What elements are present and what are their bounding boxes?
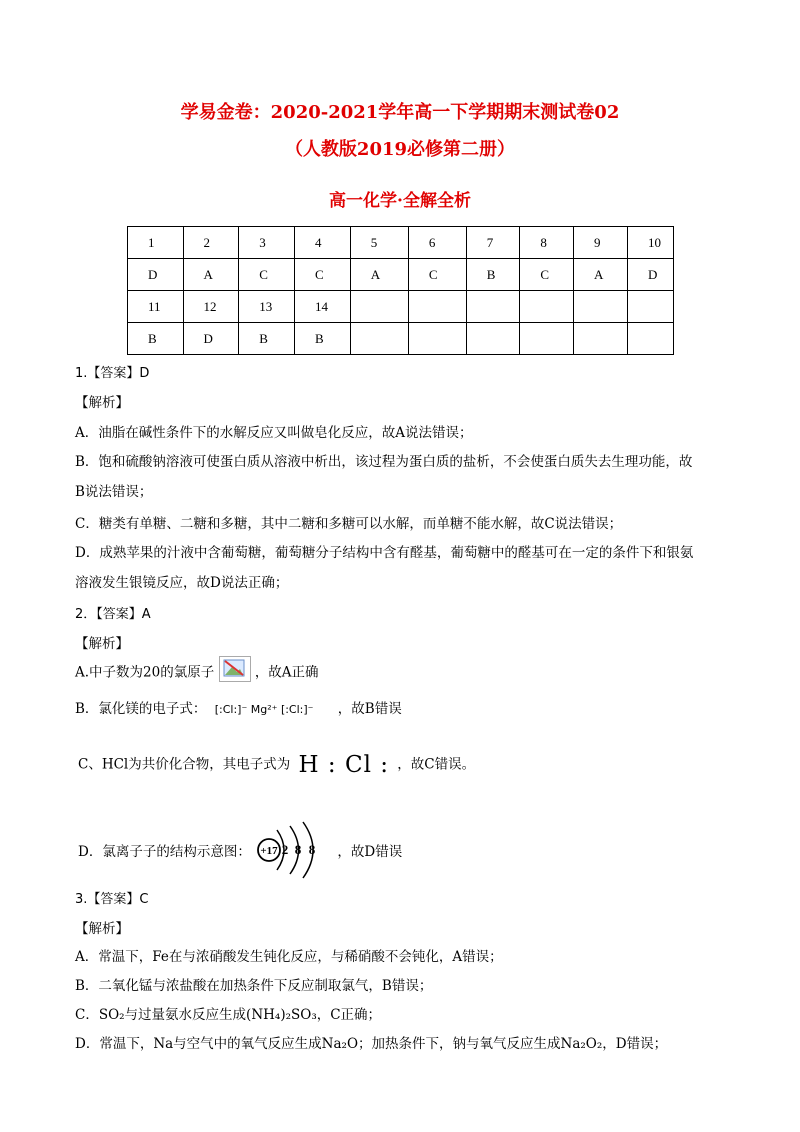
hcl-electron-formula: H : Cl :: [298, 752, 389, 778]
answer-table-cell: B: [128, 323, 184, 355]
q3-answer: 3.【答案】C: [75, 892, 149, 907]
shell-electron-count: 8: [308, 842, 316, 857]
q2-a-suffix: ，故A正确: [254, 664, 319, 681]
q3-line: D．常温下，Na与空气中的氧气反应生成Na₂O；加热条件下，钠与氧气反应生成Na₂O₂，D错误；: [75, 1036, 668, 1052]
answer-table-cell: [350, 291, 408, 323]
answer-table-cell: 14: [295, 291, 351, 323]
answer-table-cell: 7: [466, 227, 520, 259]
answer-table-row: [128, 323, 674, 355]
chloride-ion-structure-diagram: [255, 820, 333, 880]
answer-table-cell: 9: [574, 227, 628, 259]
answer-table-cell: [574, 291, 628, 323]
answer-table-cell: 8: [520, 227, 574, 259]
broken-image-icon: [219, 656, 251, 682]
q2-option-c: [78, 752, 475, 778]
answer-table-cell: B: [466, 259, 520, 291]
document-edition: （人教版2019必修第二册）: [284, 139, 516, 160]
answer-table-cell: 5: [350, 227, 408, 259]
q2-a-text: A.中子数为20的氯原子: [75, 664, 215, 681]
answer-table-cell: A: [350, 259, 408, 291]
document-title: 学易金卷：2020-2021学年高一下学期期末测试卷02: [180, 102, 620, 123]
nucleus-label: +17: [260, 845, 278, 857]
answer-table-cell: [628, 291, 674, 323]
answer-table-cell: C: [295, 259, 351, 291]
answer-table-cell: 3: [239, 227, 295, 259]
answer-table-cell: 2: [183, 227, 239, 259]
answer-table-cell: C: [408, 259, 466, 291]
answer-table-cell: B: [239, 323, 295, 355]
answer-table-cell: D: [628, 259, 674, 291]
answer-table-cell: C: [520, 259, 574, 291]
q2-b-text: B．氯化镁的电子式：: [75, 701, 207, 717]
q2-b-suffix: ，故B错误: [337, 701, 402, 717]
answer-table-cell: D: [183, 323, 239, 355]
q2-option-d: [78, 820, 402, 880]
answer-table-cell: 12: [183, 291, 239, 323]
answer-table-cell: 1: [128, 227, 184, 259]
answer-table-row: [128, 291, 674, 323]
q1-line: B说法错误；: [75, 484, 153, 500]
answer-table: [127, 226, 674, 355]
q2-option-b: [75, 697, 402, 717]
q1-line: D．成熟苹果的汁液中含葡萄糖，葡萄糖分子结构中含有醛基，葡萄糖中的醛基可在一定的条件下和银氨: [75, 545, 694, 561]
document-subtitle: 高一化学·全解全析: [329, 191, 471, 211]
q2-d-text: D．氯离子子的结构示意图：: [78, 844, 251, 860]
answer-table-cell: 4: [295, 227, 351, 259]
answer-table-cell: [520, 323, 574, 355]
q3-line: B．二氧化锰与浓盐酸在加热条件下反应制取氯气，B错误；: [75, 978, 433, 994]
answer-table-cell: [408, 291, 466, 323]
answer-table-cell: 11: [128, 291, 184, 323]
answer-table-cell: [520, 291, 574, 323]
shell-electron-count: 2: [281, 842, 289, 857]
q1-analysis-label: 【解析】: [75, 395, 129, 411]
q1-line: B．饱和硫酸钠溶液可使蛋白质从溶液中析出，该过程为蛋白质的盐析，不会使蛋白质失去生理功能，故: [75, 454, 693, 470]
answer-table-cell: A: [183, 259, 239, 291]
q3-line: A．常温下，Fe在与浓硝酸发生钝化反应，与稀硝酸不会钝化，A错误；: [75, 949, 503, 965]
answer-table-cell: [466, 323, 520, 355]
q2-c-text: C、HCl为共价化合物，其电子式为: [78, 756, 291, 773]
q2-c-suffix: ，故C错误。: [397, 756, 476, 773]
q2-option-a: [75, 660, 319, 686]
answer-table-cell: [408, 323, 466, 355]
q2-d-suffix: ，故D错误: [337, 844, 403, 860]
q1-line: 溶液发生银镜反应，故D说法正确；: [75, 575, 289, 591]
answer-table-cell: [350, 323, 408, 355]
answer-table-cell: [628, 323, 674, 355]
mgcl2-electron-formula: [:Cl:]⁻ Mg²⁺ [:Cl:]⁻: [214, 703, 314, 716]
answer-table-cell: 13: [239, 291, 295, 323]
q3-line: C．SO₂与过量氨水反应生成(NH₄)₂SO₃，C正确；: [75, 1007, 382, 1023]
answer-table-row: [128, 227, 674, 259]
q2-answer: 2．【答案】A: [75, 607, 151, 622]
answer-table-cell: A: [574, 259, 628, 291]
q3-analysis-label: 【解析】: [75, 921, 129, 937]
answer-table-row: [128, 259, 674, 291]
answer-table-cell: [466, 291, 520, 323]
answer-table-cell: B: [295, 323, 351, 355]
q1-line: C．糖类有单糖、二糖和多糖，其中二糖和多糖可以水解，而单糖不能水解，故C说法错误；: [75, 516, 623, 532]
answer-table-cell: [574, 323, 628, 355]
answer-table-cell: 6: [408, 227, 466, 259]
shell-electron-count: 8: [294, 842, 302, 857]
q2-analysis-label: 【解析】: [75, 636, 129, 652]
q1-answer: 1.【答案】D: [75, 366, 150, 381]
answer-table-cell: 10: [628, 227, 674, 259]
answer-table-cell: D: [128, 259, 184, 291]
answer-table-cell: C: [239, 259, 295, 291]
q1-line: A．油脂在碱性条件下的水解反应又叫做皂化反应，故A说法错误；: [75, 425, 473, 441]
